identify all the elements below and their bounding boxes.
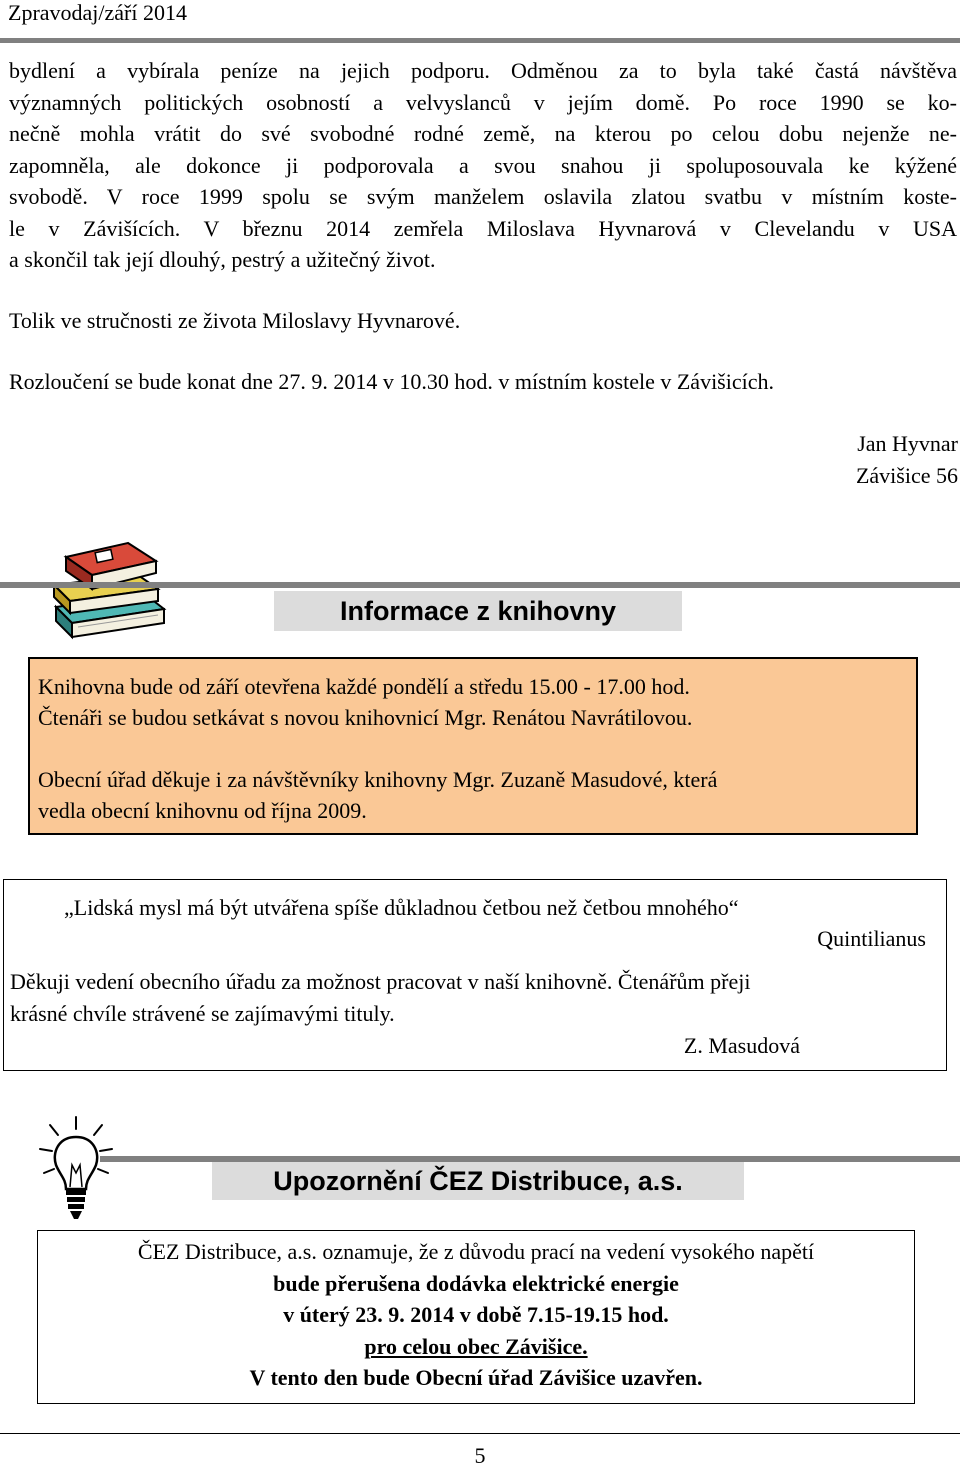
cez-office-closed: V tento den bude Obecní úřad Závišice uzavřen. xyxy=(249,1365,703,1390)
header-rule xyxy=(0,38,960,43)
library-info-box xyxy=(28,657,918,835)
newsletter-title: Zpravodaj/září 2014 xyxy=(8,0,187,25)
article-line: svobodě. V roce 1999 spolu se svým manželem oslavila zlatou svatbu v místním koste- xyxy=(9,184,957,209)
quote-text: „Lidská mysl má být utvářena spíše důkladnou četbou než četbou mnohého“ xyxy=(64,895,739,920)
signature-address: Závišice 56 xyxy=(855,463,958,488)
cez-outage-line: bude přerušena dodávka elektrické energie xyxy=(273,1270,679,1296)
thanks-line: krásné chvíle strávené se zajímavými tituly. xyxy=(10,1001,395,1026)
article-line: zapomněla, ale dokonce ji podporovala a svou snahou ji spoluposouvala ke kýžené xyxy=(9,152,957,178)
library-heading: Informace z knihovny xyxy=(274,591,682,631)
library-thanks-line: Obecní úřad děkuje i za návštěvníky knihovny Mgr. Zuzaně Masudové, která xyxy=(38,767,718,792)
quote-author: Quintilianus xyxy=(817,926,926,951)
signature-name: Jan Hyvnar xyxy=(857,431,958,456)
books-icon xyxy=(36,535,176,645)
article-line: nečně mohla vrátit do své svobodné rodné země, na kterou po celou dobu nejenže ne- xyxy=(9,121,957,146)
cez-outage-date: v úterý 23. 9. 2014 v době 7.15-19.15 hod. xyxy=(283,1302,669,1327)
cez-notice-box xyxy=(37,1230,915,1404)
lightbulb-icon xyxy=(36,1115,116,1227)
library-new-librarian: Čtenáři se budou setkávat s novou knihovnicí Mgr. Renátou Navrátilovou. xyxy=(38,705,693,730)
page-number: 5 xyxy=(474,1443,486,1468)
article-line: a skončil tak její dlouhý, pestrý a užitečný život. xyxy=(9,247,436,272)
thanks-signature: Z. Masudová xyxy=(683,1033,800,1058)
article-line: významných politických osobností a velvyslanců v jejím domě. Po roce 1990 se ko- xyxy=(9,89,957,115)
quote-box xyxy=(3,879,947,1071)
article-summary: Tolik ve stručnosti ze života Miloslavy Hyvnarové. xyxy=(9,308,461,333)
library-band xyxy=(0,582,960,588)
cez-heading: Upozornění ČEZ Distribuce, a.s. xyxy=(212,1162,744,1200)
footer-rule xyxy=(0,1433,960,1434)
library-hours: Knihovna bude od září otevřena každé pondělí a středu 15.00 - 17.00 hod. xyxy=(38,674,690,699)
cez-outage-area: pro celou obec Závišice. xyxy=(364,1333,588,1359)
article-body xyxy=(9,55,957,276)
article-farewell: Rozloučení se bude konat dne 27. 9. 2014 v 10.30 hod. v místním kostele v Závišicích. xyxy=(9,369,774,394)
article-line: le v Závišících. V březnu 2014 zemřela Miloslava Hyvnarová v Clevelandu v USA xyxy=(9,215,957,241)
article-line: bydlení a vybírala peníze na jejich podporu. Odměnou za to byla také častá návštěva xyxy=(9,58,957,83)
thanks-line: Děkuji vedení obecního úřadu za možnost pracovat v naší knihovně. Čtenářům přeji xyxy=(10,969,751,994)
library-thanks-line: vedla obecní knihovnu od října 2009. xyxy=(38,798,367,823)
cez-announcement: ČEZ Distribuce, a.s. oznamuje, že z důvodu prací na vedení vysokého napětí xyxy=(137,1239,815,1264)
